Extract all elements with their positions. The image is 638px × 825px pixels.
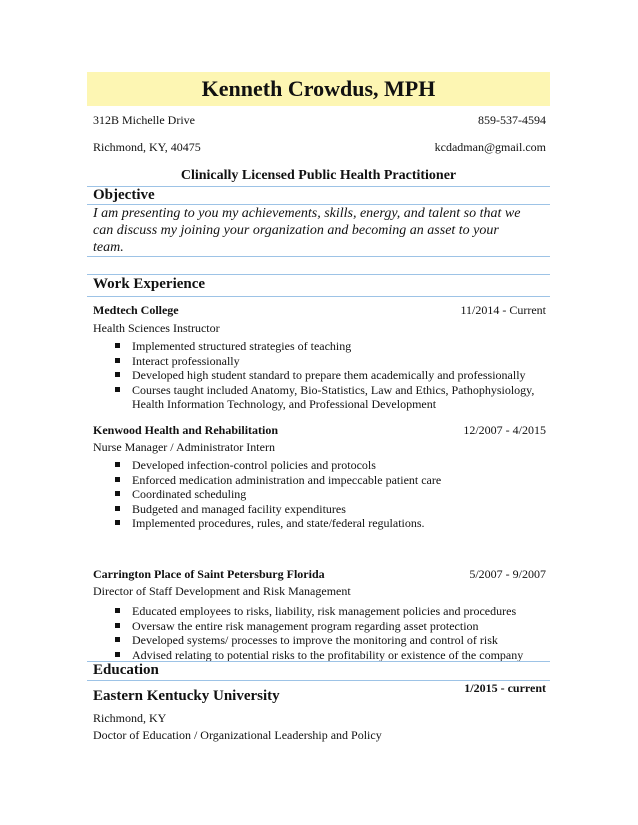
education-dates: 1/2015 - current <box>464 681 546 695</box>
section-divider <box>87 274 550 275</box>
contact-row-1 <box>93 113 546 128</box>
bullet-text: Enforced medication administration and impeccable patient care <box>132 472 442 487</box>
job-header <box>93 303 546 318</box>
job-header <box>93 567 546 582</box>
bullet-item <box>115 502 545 517</box>
bullet-item <box>115 458 545 473</box>
section-divider <box>87 186 550 187</box>
education-title: Education <box>93 662 159 678</box>
bullet-text: Implemented structured strategies of teaching <box>132 339 352 353</box>
bullet-text: Courses taught included Anatomy, Bio-Statistics, Law and Ethics, Pathophysiology, Health Information Technology, and Professional Development <box>132 382 535 411</box>
candidate-name: Kenneth Crowdus, MPH <box>201 76 436 101</box>
address-line-1: 312B Michelle Drive <box>93 113 195 127</box>
objective-title: Objective <box>93 187 155 203</box>
employer-name: Kenwood Health and Rehabilitation <box>93 423 279 437</box>
bullet-text: Oversaw the entire risk management program regarding asset protection <box>132 618 479 633</box>
bullet-text: Advised relating to potential risks to the profitability or existence of the company <box>132 647 524 662</box>
school-name: Eastern Kentucky University <box>93 688 280 704</box>
bullet-text: Implemented procedures, rules, and state/federal regulations. <box>132 516 425 530</box>
bullet-item <box>115 339 545 354</box>
bullet-icon <box>115 652 120 657</box>
job-dates: 5/2007 - 9/2007 <box>469 567 546 581</box>
bullet-text: Educated employees to risks, liability, risk management policies and procedures <box>132 604 517 618</box>
bullet-text: Developed infection-control policies and protocols <box>132 458 376 472</box>
section-divider <box>87 296 550 297</box>
bullet-item <box>115 516 545 531</box>
professional-headline: Clinically Licensed Public Health Practitioner <box>180 168 457 183</box>
bullet-text: Coordinated scheduling <box>132 487 247 501</box>
name-banner <box>87 72 550 106</box>
job-bullet-list <box>115 458 545 531</box>
bullet-icon <box>115 372 120 377</box>
email-address[interactable]: kcdadman@gmail.com <box>434 140 546 154</box>
bullet-icon <box>115 491 120 496</box>
contact-row-2 <box>93 140 546 155</box>
bullet-icon <box>115 520 120 525</box>
bullet-icon <box>115 506 120 511</box>
degree: Doctor of Education / Organizational Leadership and Policy <box>93 728 382 742</box>
bullet-item <box>115 648 545 663</box>
bullet-icon <box>115 637 120 642</box>
job-dates: 11/2014 - Current <box>460 303 546 317</box>
bullet-icon <box>115 623 120 628</box>
bullet-icon <box>115 343 120 348</box>
bullet-icon <box>115 462 120 467</box>
bullet-text: Developed systems/ processes to improve the monitoring and control of risk <box>132 633 498 647</box>
employer-name: Carrington Place of Saint Petersburg Florida <box>93 567 325 581</box>
job-title: Health Sciences Instructor <box>93 321 220 335</box>
employer-name: Medtech College <box>93 303 179 317</box>
bullet-icon <box>115 387 120 392</box>
job-header <box>93 423 546 438</box>
job-title: Director of Staff Development and Risk Management <box>93 584 351 598</box>
bullet-text: Budgeted and managed facility expenditures <box>132 501 346 516</box>
bullet-item <box>115 604 545 619</box>
bullet-item <box>115 368 545 383</box>
bullet-item <box>115 383 545 412</box>
bullet-item <box>115 633 545 648</box>
bullet-text: Interact professionally <box>132 353 240 368</box>
objective-text: I am presenting to you my achievements, skills, energy, and talent so that we can discuss my joining your organization and becoming an asset to your team. <box>93 206 521 255</box>
bullet-icon <box>115 608 120 613</box>
bullet-item <box>115 619 545 634</box>
bullet-icon <box>115 477 120 482</box>
bullet-item <box>115 473 545 488</box>
bullet-item <box>115 354 545 369</box>
job-title: Nurse Manager / Administrator Intern <box>93 440 275 454</box>
section-divider <box>87 256 550 257</box>
phone-number: 859-537-4594 <box>478 113 546 127</box>
job-bullet-list <box>115 339 545 412</box>
address-line-2: Richmond, KY, 40475 <box>93 140 201 154</box>
bullet-item <box>115 487 545 502</box>
school-location: Richmond, KY <box>93 711 167 725</box>
job-dates: 12/2007 - 4/2015 <box>463 423 546 437</box>
bullet-text: Developed high student standard to prepare them academically and professionally <box>132 368 526 382</box>
bullet-icon <box>115 358 120 363</box>
job-bullet-list <box>115 604 545 662</box>
work-experience-title: Work Experience <box>93 276 206 292</box>
